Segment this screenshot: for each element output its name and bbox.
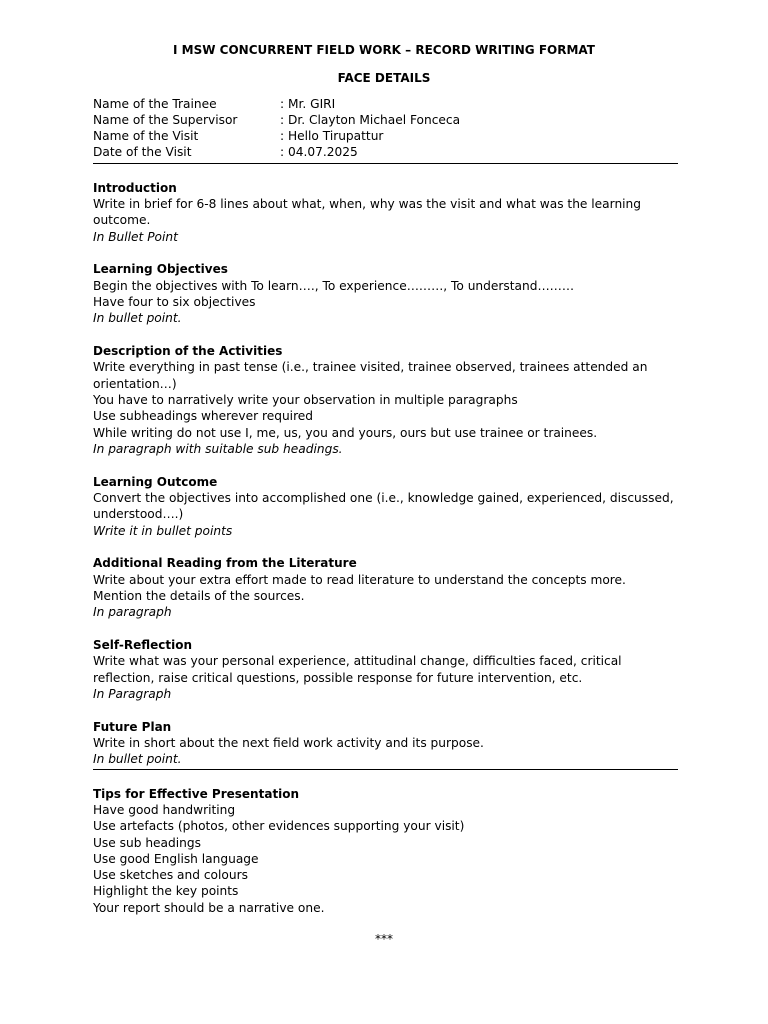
divider-rule: [93, 163, 678, 164]
end-mark: ***: [375, 932, 393, 947]
section-introduction: [93, 180, 678, 245]
section-line: Write about your extra effort made to read literature to understand the concepts more. Mention the details of the sources.: [93, 572, 626, 604]
section-heading: Description of the Activities: [93, 344, 283, 359]
face-label: Name of the Supervisor: [93, 112, 238, 127]
tips-section: [93, 786, 678, 916]
section-line: You have to narratively write your observation in multiple paragraphs: [93, 393, 518, 408]
section-heading: Additional Reading from the Literature: [93, 556, 357, 571]
tip-item: Use good English language: [93, 851, 259, 866]
tip-item: Your report should be a narrative one.: [93, 900, 325, 915]
tip-item: Use artefacts (photos, other evidences supporting your visit): [93, 819, 465, 834]
section-line: Use subheadings wherever required: [93, 409, 314, 424]
face-value: : Dr. Clayton Michael Fonceca: [280, 112, 461, 127]
section-line: Write in short about the next field work activity and its purpose.: [93, 736, 484, 751]
section-future-plan: [93, 719, 678, 768]
section-note: In Paragraph: [93, 687, 172, 701]
tip-item: Use sketches and colours: [93, 868, 248, 883]
face-value: : Hello Tirupattur: [280, 129, 384, 144]
face-label: Date of the Visit: [93, 145, 192, 160]
section-note: Write it in bullet points: [93, 523, 233, 538]
section-line: Have four to six objectives: [93, 295, 256, 310]
section-heading: Learning Outcome: [93, 474, 218, 489]
section-line: Write everything in past tense (i.e., trainee visited, trainee observed, trainees attended an orientation…): [93, 360, 648, 391]
section-note: In paragraph with suitable sub headings.: [93, 441, 343, 456]
tip-item: Use sub headings: [93, 835, 201, 850]
face-value: : 04.07.2025: [280, 145, 358, 160]
face-row-trainee: [93, 96, 678, 112]
face-row-supervisor: [93, 112, 678, 128]
section-note: In Bullet Point: [93, 229, 178, 244]
face-row-visit: [93, 128, 678, 144]
face-details-title: FACE DETAILS: [337, 71, 431, 86]
section-note: In bullet point.: [93, 752, 182, 767]
tip-item: Have good handwriting: [93, 802, 236, 817]
divider-rule: [93, 769, 678, 770]
section-line: Write what was your personal experience, attitudinal change, difficulties faced, critical reflection, raise critical questions, possible response for future intervention, etc.: [93, 654, 622, 685]
section-heading: Self-Reflection: [93, 638, 193, 653]
section-self-reflection: [93, 637, 678, 702]
section-additional-reading: [93, 555, 678, 620]
face-label: Name of the Trainee: [93, 96, 217, 111]
section-heading: Learning Objectives: [93, 262, 228, 277]
face-label: Name of the Visit: [93, 129, 199, 144]
section-line: Write in brief for 6-8 lines about what, when, why was the visit and what was the learning outcome.: [93, 197, 642, 228]
section-line: Convert the objectives into accomplished one (i.e., knowledge gained, experienced, discussed, understood….): [93, 491, 674, 522]
document-content: [93, 42, 678, 947]
face-value: : Mr. GIRI: [280, 96, 336, 111]
tip-item: Highlight the key points: [93, 884, 239, 899]
document-title: I MSW CONCURRENT FIELD WORK – RECORD WRITING FORMAT: [173, 43, 595, 57]
section-learning-outcome: [93, 474, 678, 539]
face-row-date: [93, 144, 678, 160]
tips-heading: Tips for Effective Presentation: [93, 786, 300, 801]
section-heading: Introduction: [93, 180, 177, 195]
section-note: In bullet point.: [93, 311, 182, 326]
section-description-of-activities: [93, 343, 678, 457]
section-note: In paragraph: [93, 605, 172, 620]
section-learning-objectives: [93, 261, 678, 326]
section-line: Begin the objectives with To learn…., To experience………, To understand………: [93, 278, 575, 293]
section-line: While writing do not use I, me, us, you and yours, ours but use trainee or trainees.: [93, 425, 598, 440]
face-details-table: [93, 96, 678, 161]
section-heading: Future Plan: [93, 719, 172, 734]
